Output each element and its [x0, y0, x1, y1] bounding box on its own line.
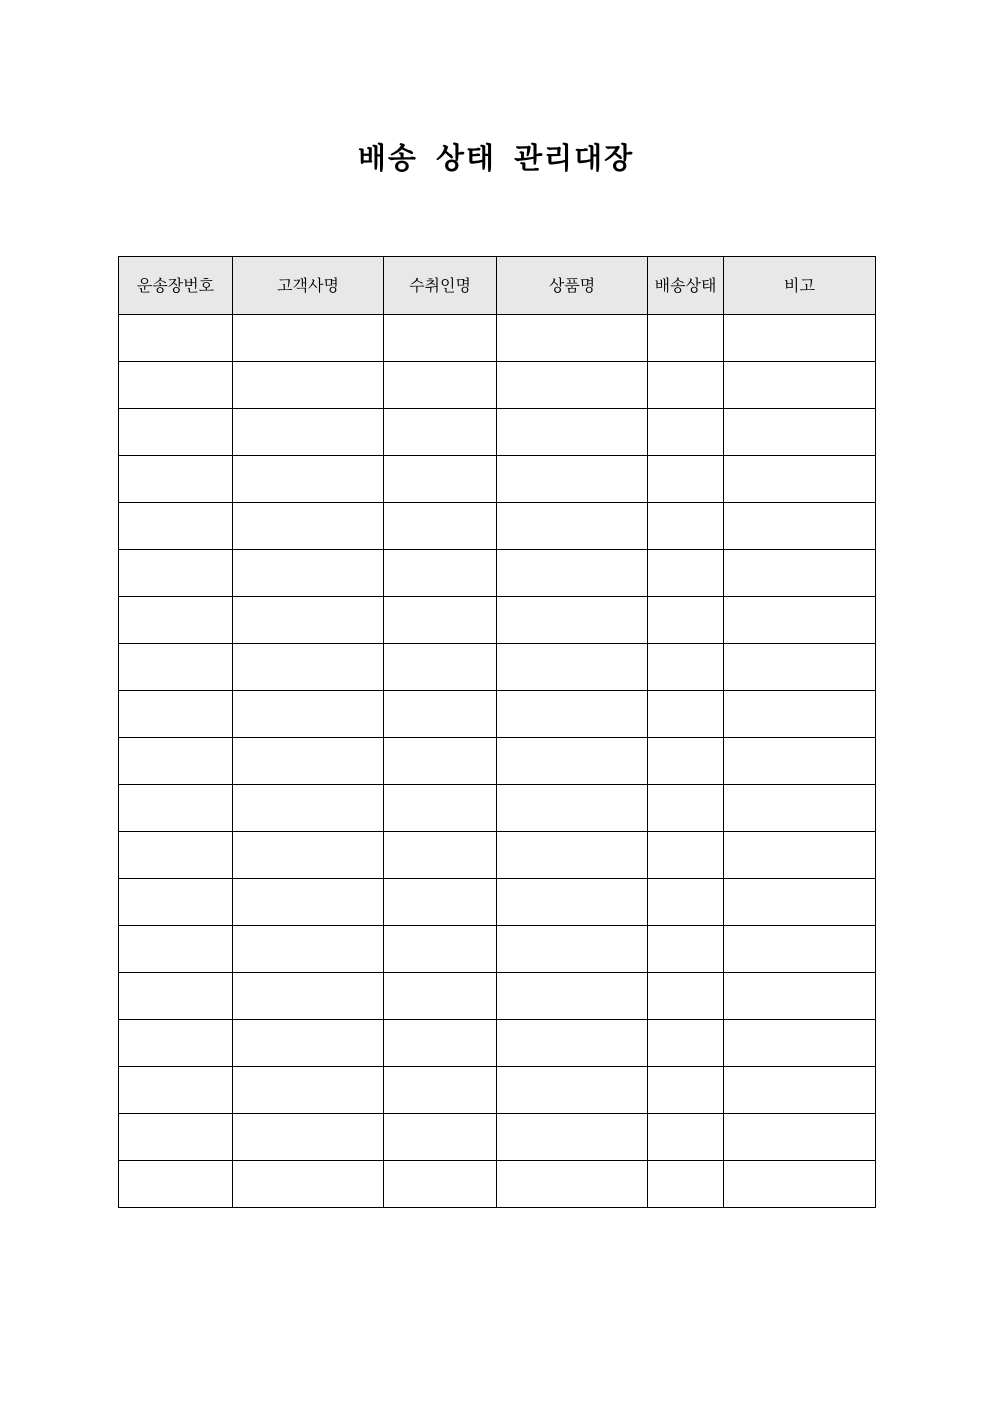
header-delivery-status: 배송상태 — [648, 257, 724, 315]
client-name-cell[interactable] — [233, 1020, 384, 1067]
remarks-cell[interactable] — [724, 409, 876, 456]
remarks-cell[interactable] — [724, 879, 876, 926]
tracking-number-cell[interactable] — [119, 1020, 233, 1067]
document-title: 배송 상태 관리대장 — [357, 141, 635, 175]
recipient-name-cell[interactable] — [384, 409, 497, 456]
product-name-cell[interactable] — [497, 503, 648, 550]
product-name-cell[interactable] — [497, 785, 648, 832]
tracking-number-cell[interactable] — [119, 644, 233, 691]
table-row — [119, 550, 876, 597]
remarks-cell[interactable] — [724, 1067, 876, 1114]
remarks-cell[interactable] — [724, 503, 876, 550]
table-body — [119, 315, 876, 1208]
client-name-cell[interactable] — [233, 832, 384, 879]
delivery-status-table — [118, 256, 876, 1208]
table-header-row — [119, 257, 876, 315]
table-row — [119, 1067, 876, 1114]
client-name-cell[interactable] — [233, 738, 384, 785]
tracking-number-cell[interactable] — [119, 926, 233, 973]
recipient-name-cell[interactable] — [384, 456, 497, 503]
table-row — [119, 738, 876, 785]
delivery-status-cell[interactable] — [648, 1114, 724, 1161]
product-name-cell[interactable] — [497, 315, 648, 362]
recipient-name-cell[interactable] — [384, 691, 497, 738]
tracking-number-cell[interactable] — [119, 973, 233, 1020]
client-name-cell[interactable] — [233, 785, 384, 832]
tracking-number-cell[interactable] — [119, 738, 233, 785]
product-name-cell[interactable] — [497, 409, 648, 456]
remarks-cell[interactable] — [724, 1114, 876, 1161]
client-name-cell[interactable] — [233, 691, 384, 738]
delivery-status-cell[interactable] — [648, 597, 724, 644]
remarks-cell[interactable] — [724, 456, 876, 503]
table-row — [119, 409, 876, 456]
delivery-status-cell[interactable] — [648, 691, 724, 738]
recipient-name-cell[interactable] — [384, 738, 497, 785]
client-name-cell[interactable] — [233, 644, 384, 691]
product-name-cell[interactable] — [497, 1067, 648, 1114]
tracking-number-cell[interactable] — [119, 1161, 233, 1208]
table-row — [119, 503, 876, 550]
product-name-cell[interactable] — [497, 691, 648, 738]
remarks-cell[interactable] — [724, 691, 876, 738]
table-row — [119, 691, 876, 738]
remarks-cell[interactable] — [724, 597, 876, 644]
delivery-status-cell[interactable] — [648, 644, 724, 691]
tracking-number-cell[interactable] — [119, 597, 233, 644]
recipient-name-cell[interactable] — [384, 503, 497, 550]
table-row — [119, 1114, 876, 1161]
remarks-cell[interactable] — [724, 832, 876, 879]
remarks-cell[interactable] — [724, 785, 876, 832]
table-row — [119, 644, 876, 691]
client-name-cell[interactable] — [233, 1114, 384, 1161]
remarks-cell[interactable] — [724, 973, 876, 1020]
table-row — [119, 597, 876, 644]
remarks-cell[interactable] — [724, 550, 876, 597]
delivery-status-cell[interactable] — [648, 832, 724, 879]
delivery-status-cell[interactable] — [648, 973, 724, 1020]
product-name-cell[interactable] — [497, 738, 648, 785]
delivery-status-cell[interactable] — [648, 785, 724, 832]
product-name-cell[interactable] — [497, 1161, 648, 1208]
product-name-cell[interactable] — [497, 1114, 648, 1161]
product-name-cell[interactable] — [497, 879, 648, 926]
product-name-cell[interactable] — [497, 1020, 648, 1067]
delivery-status-cell[interactable] — [648, 503, 724, 550]
product-name-cell[interactable] — [497, 926, 648, 973]
recipient-name-cell[interactable] — [384, 785, 497, 832]
recipient-name-cell[interactable] — [384, 832, 497, 879]
table-row — [119, 973, 876, 1020]
remarks-cell[interactable] — [724, 738, 876, 785]
recipient-name-cell[interactable] — [384, 1161, 497, 1208]
table-row — [119, 362, 876, 409]
client-name-cell[interactable] — [233, 597, 384, 644]
recipient-name-cell[interactable] — [384, 1067, 497, 1114]
delivery-status-cell[interactable] — [648, 926, 724, 973]
table-row — [119, 785, 876, 832]
table-row — [119, 879, 876, 926]
client-name-cell[interactable] — [233, 926, 384, 973]
tracking-number-cell[interactable] — [119, 456, 233, 503]
table-row — [119, 1161, 876, 1208]
recipient-name-cell[interactable] — [384, 926, 497, 973]
client-name-cell[interactable] — [233, 1161, 384, 1208]
delivery-status-cell[interactable] — [648, 315, 724, 362]
client-name-cell[interactable] — [233, 409, 384, 456]
table-row — [119, 926, 876, 973]
delivery-status-cell[interactable] — [648, 1067, 724, 1114]
recipient-name-cell[interactable] — [384, 550, 497, 597]
table-row — [119, 832, 876, 879]
header-product-name: 상품명 — [497, 257, 648, 315]
product-name-cell[interactable] — [497, 550, 648, 597]
header-tracking-number: 운송장번호 — [119, 257, 233, 315]
delivery-status-cell[interactable] — [648, 550, 724, 597]
tracking-number-cell[interactable] — [119, 409, 233, 456]
header-recipient-name: 수취인명 — [384, 257, 497, 315]
recipient-name-cell[interactable] — [384, 1114, 497, 1161]
delivery-status-cell[interactable] — [648, 362, 724, 409]
product-name-cell[interactable] — [497, 362, 648, 409]
product-name-cell[interactable] — [497, 456, 648, 503]
delivery-status-cell[interactable] — [648, 738, 724, 785]
client-name-cell[interactable] — [233, 879, 384, 926]
product-name-cell[interactable] — [497, 644, 648, 691]
tracking-number-cell[interactable] — [119, 362, 233, 409]
delivery-status-cell[interactable] — [648, 879, 724, 926]
tracking-number-cell[interactable] — [119, 315, 233, 362]
header-client-name: 고객사명 — [233, 257, 384, 315]
delivery-status-cell[interactable] — [648, 1161, 724, 1208]
tracking-number-cell[interactable] — [119, 832, 233, 879]
recipient-name-cell[interactable] — [384, 644, 497, 691]
client-name-cell[interactable] — [233, 362, 384, 409]
remarks-cell[interactable] — [724, 1161, 876, 1208]
recipient-name-cell[interactable] — [384, 973, 497, 1020]
remarks-cell[interactable] — [724, 644, 876, 691]
client-name-cell[interactable] — [233, 503, 384, 550]
recipient-name-cell[interactable] — [384, 1020, 497, 1067]
table-row — [119, 456, 876, 503]
client-name-cell[interactable] — [233, 315, 384, 362]
tracking-number-cell[interactable] — [119, 1114, 233, 1161]
tracking-number-cell[interactable] — [119, 550, 233, 597]
tracking-number-cell[interactable] — [119, 879, 233, 926]
remarks-cell[interactable] — [724, 926, 876, 973]
table-row — [119, 1020, 876, 1067]
product-name-cell[interactable] — [497, 973, 648, 1020]
tracking-number-cell[interactable] — [119, 503, 233, 550]
delivery-status-cell[interactable] — [648, 1020, 724, 1067]
delivery-status-cell[interactable] — [648, 456, 724, 503]
tracking-number-cell[interactable] — [119, 785, 233, 832]
recipient-name-cell[interactable] — [384, 879, 497, 926]
delivery-status-cell[interactable] — [648, 409, 724, 456]
client-name-cell[interactable] — [233, 1067, 384, 1114]
recipient-name-cell[interactable] — [384, 315, 497, 362]
recipient-name-cell[interactable] — [384, 597, 497, 644]
product-name-cell[interactable] — [497, 832, 648, 879]
client-name-cell[interactable] — [233, 973, 384, 1020]
recipient-name-cell[interactable] — [384, 362, 497, 409]
client-name-cell[interactable] — [233, 550, 384, 597]
tracking-number-cell[interactable] — [119, 691, 233, 738]
header-remarks: 비고 — [724, 257, 876, 315]
remarks-cell[interactable] — [724, 315, 876, 362]
client-name-cell[interactable] — [233, 456, 384, 503]
remarks-cell[interactable] — [724, 1020, 876, 1067]
product-name-cell[interactable] — [497, 597, 648, 644]
table-row — [119, 315, 876, 362]
tracking-number-cell[interactable] — [119, 1067, 233, 1114]
remarks-cell[interactable] — [724, 362, 876, 409]
